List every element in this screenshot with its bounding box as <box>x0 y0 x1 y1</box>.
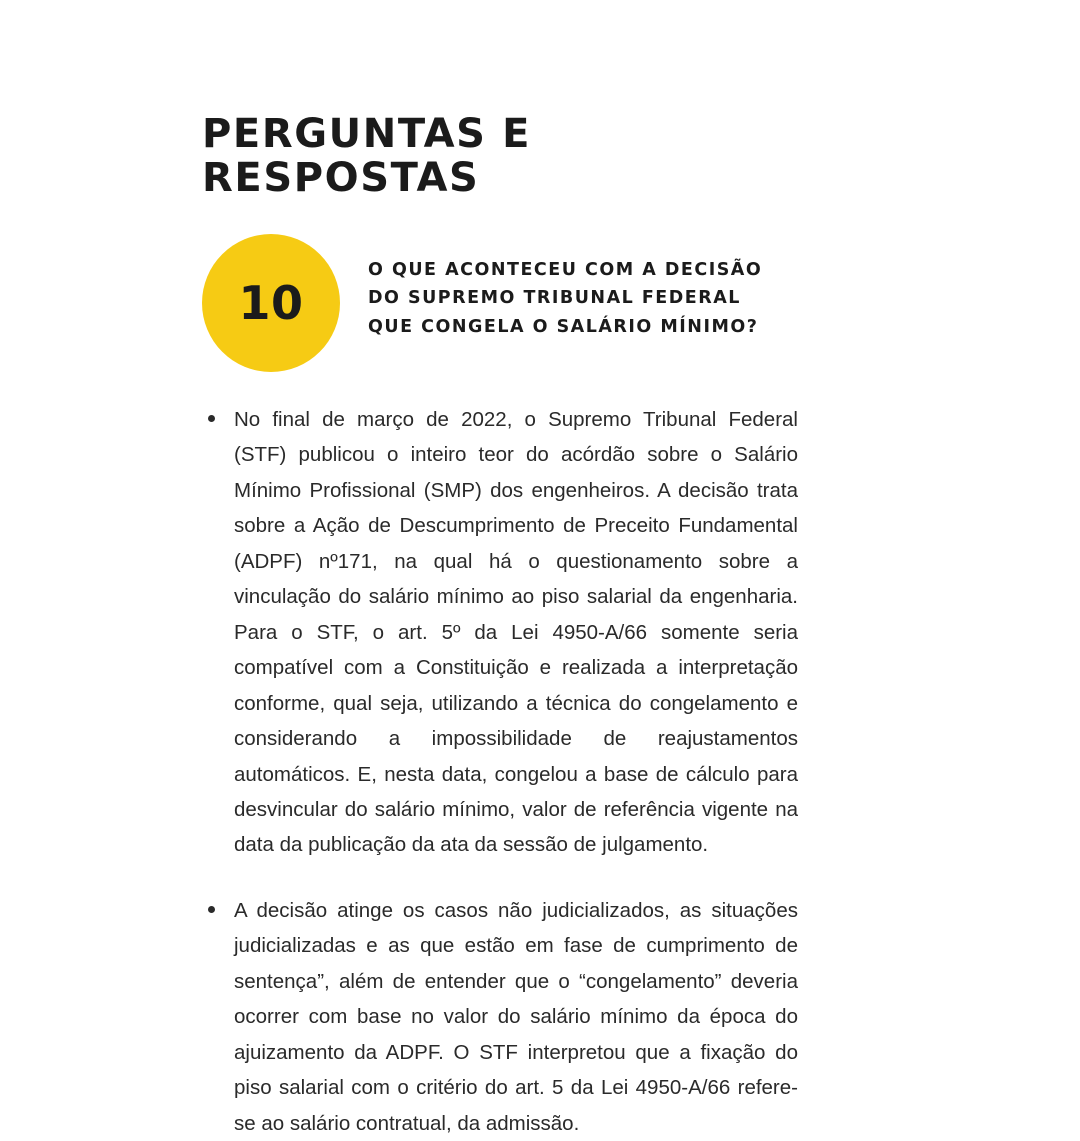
question-number-badge <box>202 234 340 372</box>
list-item <box>202 402 798 863</box>
question-header <box>202 234 798 372</box>
page-title: PERGUNTAS E RESPOSTAS <box>202 111 532 201</box>
answer-list <box>202 402 798 1141</box>
answer-paragraph: A decisão atinge os casos não judicializados, as situações judicializadas e as que estão em fase de cumprimento de sentença”, além de entender que o “congelamento” deveria ocorrer com base no valor do salário mínimo da época do ajuizamento da ADPF. O STF interpretou que a fixação do piso salarial com o critério do art. 5 da Lei 4950-A/66 refere-se ao salário contratual, da admissão. <box>234 898 798 1135</box>
bullet-icon <box>208 415 215 422</box>
question-number: 10 <box>238 276 304 330</box>
answer-paragraph: No final de março de 2022, o Supremo Tribunal Federal (STF) publicou o inteiro teor do acórdão sobre o Salário Mínimo Profissional (SMP) dos engenheiros. A decisão trata sobre a Ação de Descumprimento de Preceito Fundamental (ADPF) nº171, na qual há o questionamento sobre a vinculação do salário mínimo ao piso salarial da engenharia. Para o STF, o art. 5º da Lei 4950-A/66 somente seria compatível com a Constituição e realizada a interpretação conforme, qual seja, utilizando a técnica do congelamento e considerando a impossibilidade de reajustamentos automáticos. E, nesta data, congelou a base de cálculo para desvincular do salário mínimo, valor de referência vigente na data da publicação da ata da sessão de julgamento. <box>234 408 798 857</box>
question-title: O QUE ACONTECEU COM A DECISÃO DO SUPREMO TRIBUNAL FEDERAL QUE CONGELA O SALÁRIO MÍNIMO? <box>368 260 763 337</box>
bullet-icon <box>208 906 215 913</box>
list-item <box>202 893 798 1141</box>
